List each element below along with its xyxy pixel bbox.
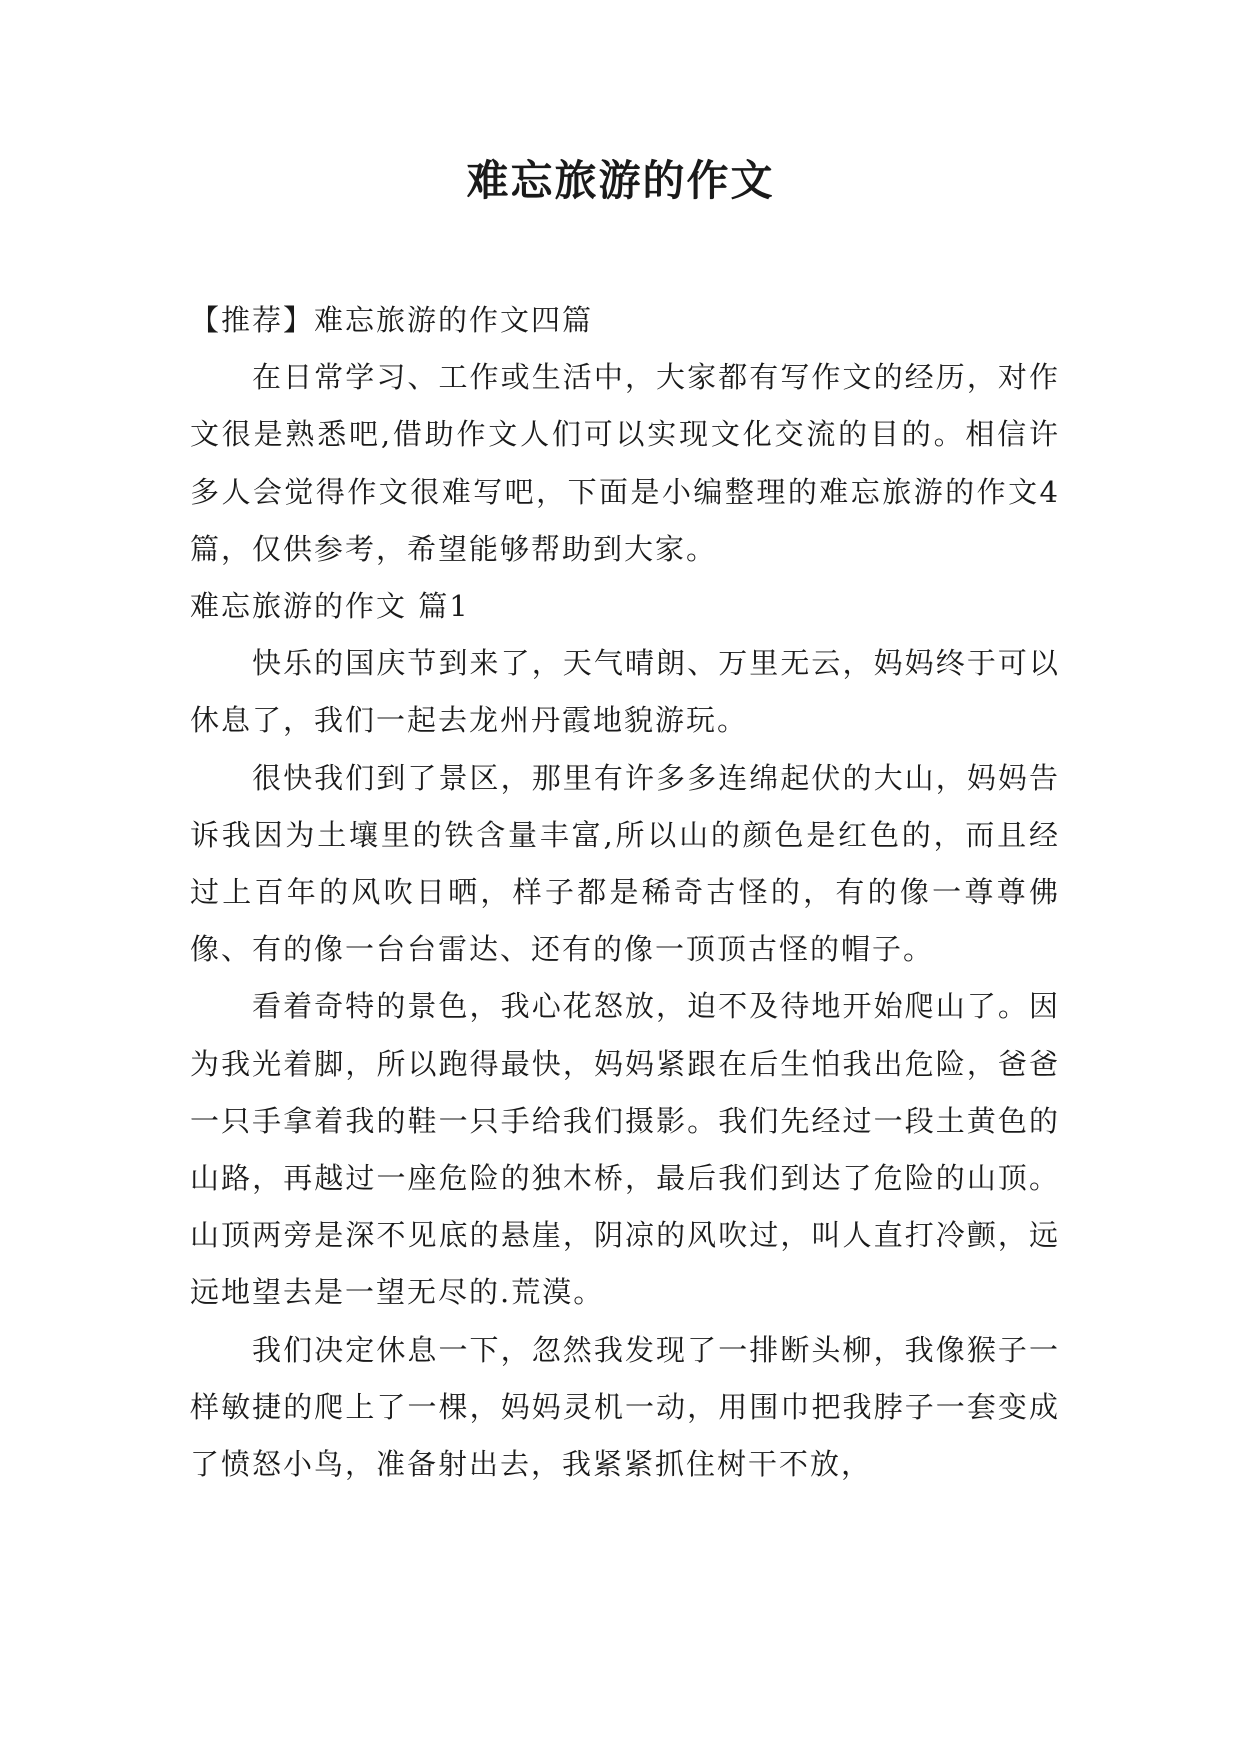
section-heading: 难忘旅游的作文 篇1 xyxy=(190,589,470,624)
body-paragraph: 我们决定休息一下，忽然我发现了一排断头柳，我像猴子一样敏捷的爬上了一棵，妈妈灵机一动，用围巾把我脖子一套变成了愤怒小鸟，准备射出去，我紧紧抓住树干不放， xyxy=(190,1332,1060,1482)
body-paragraph: 看着奇特的景色，我心花怒放，迫不及待地开始爬山了。因为我光着脚，所以跑得最快，妈妈紧跟在后生怕我出危险，爸爸一只手拿着我的鞋一只手给我们摄影。我们先经过一段土黄色的山路，再越过一座危险的独木桥，最后我们到达了危险的山顶。山顶两旁是深不见底的悬崖，阴凉的风吹过，叫人直打冷颤，远远地望去是一望无尽的.荒漠。 xyxy=(190,989,1060,1310)
document-body xyxy=(190,292,1060,1493)
intro-paragraph: 在日常学习、工作或生活中，大家都有写作文的经历，对作文很是熟悉吧,借助作文人们可以实现文化交流的目的。相信许多人会觉得作文很难写吧，下面是小编整理的难忘旅游的作文4篇，仅供参考，希望能够帮助到大家。 xyxy=(190,360,1060,566)
body-paragraph: 快乐的国庆节到来了，天气晴朗、万里无云，妈妈终于可以休息了，我们一起去龙州丹霞地貌游玩。 xyxy=(190,646,1060,738)
document-title: 难忘旅游的作文 xyxy=(466,156,775,205)
document-subtitle: 【推荐】难忘旅游的作文四篇 xyxy=(190,303,594,337)
body-paragraph: 很快我们到了景区，那里有许多多连绵起伏的大山，妈妈告诉我因为土壤里的铁含量丰富,所以山的颜色是红色的，而且经过上百年的风吹日晒，样子都是稀奇古怪的，有的像一尊尊佛像、有的像一台台雷达、还有的像一顶顶古怪的帽子。 xyxy=(190,760,1060,967)
